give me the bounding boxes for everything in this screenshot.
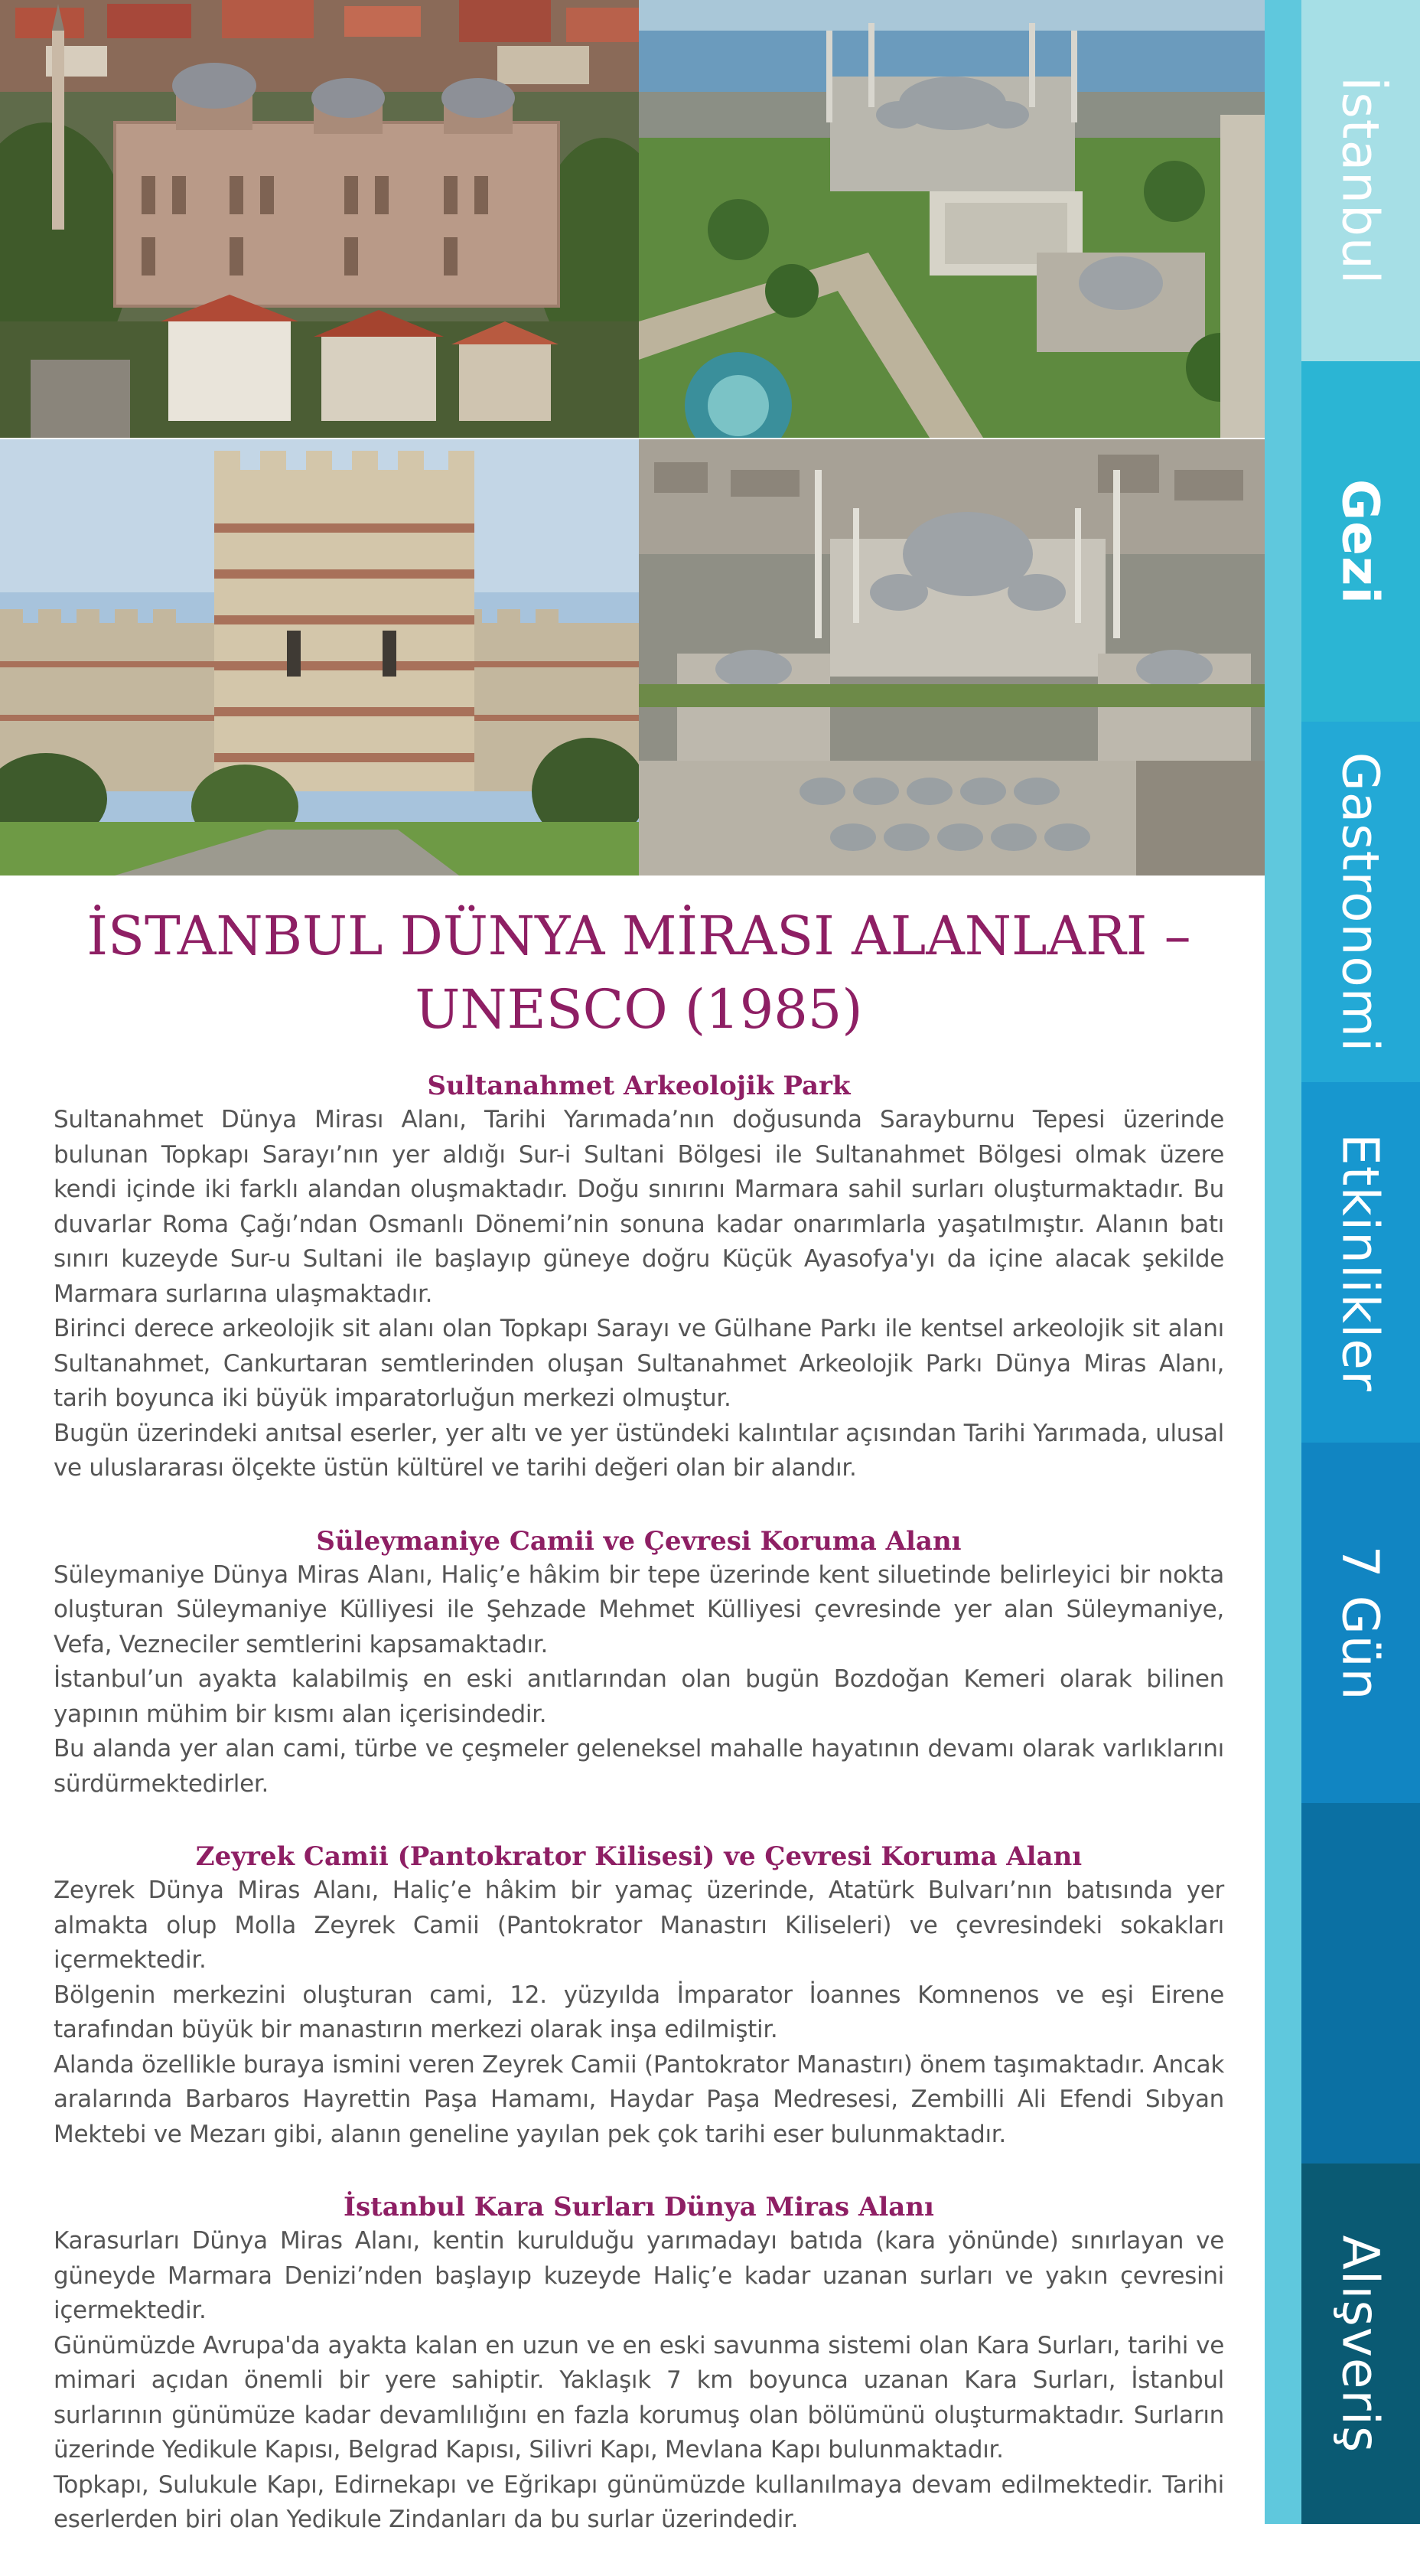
nav-tab-etkinlikler[interactable] (1265, 1082, 1420, 1443)
nav-tab-gezi[interactable] (1265, 361, 1420, 722)
paragraph: Süleymaniye Dünya Miras Alanı, Haliç’e hâkim bir tepe üzerinde kent siluetinde belirleyici bir nokta oluşturan Süleymaniye Külliyesi ile Şehzade Mehmet Külliyesi çevresinde yer alan Süleymaniye, Vefa, Vezneciler semtlerini kapsamaktadır. (54, 1560, 1224, 1658)
section-title: Zeyrek Camii (Pantokrator Kilisesi) ve Çevresi Koruma Alanı (195, 1841, 1083, 1872)
suleymaniye-mosque-photo (639, 439, 1265, 876)
nav-tab-label: Alışveriş (1330, 2235, 1390, 2453)
page-title: İSTANBUL DÜNYA MİRASI ALANLARI – UNESCO (1985) (86, 905, 1191, 1041)
side-nav (1265, 0, 1420, 2524)
paragraph: Bölgenin merkezini oluşturan cami, 12. yüzyılda İmparator İoannes Komnenos ve eşi Eirene tarafından büyük bir manastırın merkezi olarak inşa edilmiştir. (54, 1981, 1224, 2043)
nav-tab-label: 7 Gün (1330, 1545, 1390, 1700)
paragraph: Topkapı, Sulukule Kapı, Edirnekapı ve Eğrikapı günümüzde kullanılmaya devam edilmektedir. Tarihi eserlerden biri olan Yedikule Zindanları da bu surlar üzerindedir. (54, 2470, 1224, 2533)
paragraph: Sultanahmet Dünya Mirası Alanı, Tarihi Yarımada’nın doğusunda Sarayburnu Tepesi üzerinde bulunan Topkapı Sarayı’nın yer aldığı Sur-i Sultani Bölgesi ile Sultanahmet Bölgesi olmak üzere kendi içinde iki farklı alandan oluşmaktadır. Doğu sınırını Marmara sahil surları oluşturmaktadır. Bu duvarlar Roma Çağı’ndan Osmanlı Dönemi’nin sonuna kadar onarımlarla yaşatılmıştır. Alanın batı sınırı kuzeyde Sur-u Sultani ile başlayıp güneye doğru Küçük Ayasofya'yı da içine alacak şekilde Marmara surlarına ulaşmaktadır. (54, 1106, 1224, 1308)
nav-tab-edge (1265, 361, 1301, 722)
sultanahmet-aerial-photo (639, 0, 1265, 438)
nav-tab-edge (1265, 1082, 1301, 1443)
nav-tab-edge (1265, 1803, 1301, 2164)
paragraph: Alanda özellikle buraya ismini veren Zeyrek Camii (Pantokrator Manastırı) önem taşımaktadır. Ancak aralarında Barbaros Hayrettin Paşa Hamamı, Haydar Paşa Medresesi, Zembilli Ali Efendi Sıbyan Mektebi ve Mezarı gibi, alanın geneline yayılan pek çok tarihi eser bulunmaktadır. (54, 2050, 1224, 2148)
nav-tab-edge (1265, 2164, 1301, 2524)
nav-tab-gastronomi[interactable] (1265, 722, 1420, 1082)
nav-tab-fill (1301, 1803, 1420, 2164)
paragraph: Birinci derece arkeolojik sit alanı olan Topkapı Sarayı ve Gülhane Parkı ile kentsel arkeolojik sit alanı Sultanahmet, Cankurtaran semtlerinden oluşan Sultanahmet Arkeolojik Parkı Dünya Miras Alanı, tarih boyunca iki büyük imparatorluğun merkezi olmuştur. (54, 1315, 1224, 1412)
nav-tab-edge (1265, 0, 1301, 361)
paragraph: Zeyrek Dünya Miras Alanı, Haliç’e hâkim bir yamaç üzerinde, Atatürk Bulvarı’nın batısında yer almakta olup Molla Zeyrek Camii (Pantokrator Manastırı Kiliseleri) ve çevresindeki sokakları içermektedir. (54, 1877, 1224, 1974)
nav-tab-label: Etkinlikler (1330, 1133, 1390, 1392)
article-content (54, 899, 1224, 2576)
section-title: İstanbul Kara Surları Dünya Miras Alanı (344, 2192, 934, 2222)
paragraph: Karasurları Dünya Miras Alanı, kentin kurulduğu yarımadayı batıda (kara yönünde) sınırlayan ve güneyde Marmara Denizi’nden başlayıp kuzeyde Haliç’e kadar uzanan surları ve yakın çevresini içermektedir. (54, 2227, 1224, 2324)
nav-tab-edge (1265, 1443, 1301, 1803)
section-title: Süleymaniye Camii ve Çevresi Koruma Alanı (316, 1525, 962, 1557)
pantokrator-church-photo (0, 0, 639, 438)
section-suleymaniye (54, 1524, 1224, 1802)
paragraph: Bu alanda yer alan cami, türbe ve çeşmeler geleneksel mahalle hayatının devamı olarak varlıklarını sürdürmektedirler. (54, 1735, 1224, 1798)
paragraph: Bugün üzerindeki anıtsal eserler, yer altı ve yer üstündeki kalıntılar açısından Tarihi Yarımada, ulusal ve uluslararası ölçekte üstün kültürel ve tarihi değeri olan bir alandır. (54, 1419, 1224, 1482)
nav-tab-label: İstanbul (1330, 76, 1390, 285)
nav-tab-edge (1265, 722, 1301, 1082)
nav-tab-7-gun[interactable] (1265, 1443, 1420, 1803)
section-sultanahmet (54, 1069, 1224, 1486)
section-zeyrek (54, 1840, 1224, 2152)
paragraph: İstanbul’un ayakta kalabilmiş en eski anıtlarından olan bugün Bozdoğan Kemeri olarak bilinen yapının mühim bir kısmı alan içerisindedir. (54, 1665, 1224, 1728)
nav-tab-blank[interactable] (1265, 1803, 1420, 2164)
nav-tab-istanbul[interactable] (1265, 0, 1420, 361)
nav-tab-label: Gezi (1330, 478, 1390, 605)
section-title: Sultanahmet Arkeolojik Park (427, 1071, 851, 1101)
section-kara-surlari (54, 2190, 1224, 2538)
paragraph: Günümüzde Avrupa'da ayakta kalan en uzun ve en eski savunma sistemi olan Kara Surları, tarihi ve mimari açıdan önemli bir yere sahiptir. Yaklaşık 7 km boyunca uzanan Kara Surları, İstanbul surlarının günümüze kadar devamlılığını en fazla korumuş olan bölümünü oluşturmaktadır. Surların üzerinde Yedikule Kapısı, Belgrad Kapısı, Silivri Kapı, Mevlana Kapı bulunmaktadır. (54, 2331, 1224, 2464)
nav-tab-label: Gastronomi (1330, 752, 1390, 1052)
city-walls-tower-photo (0, 439, 639, 876)
nav-tab-alisveris[interactable] (1265, 2164, 1420, 2524)
